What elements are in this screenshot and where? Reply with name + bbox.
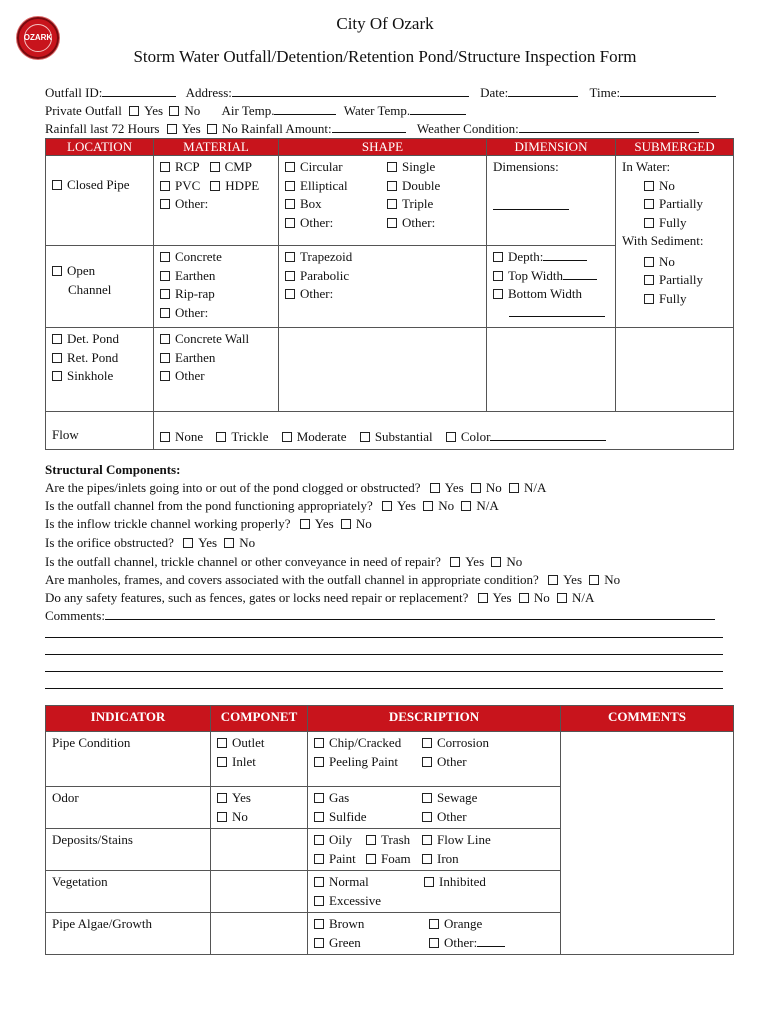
q1-no-checkbox[interactable] (471, 483, 481, 493)
q3-no-checkbox[interactable] (341, 519, 351, 529)
question-3 (45, 516, 372, 532)
date-field[interactable] (508, 85, 578, 97)
trapezoid-checkbox[interactable] (285, 252, 295, 262)
brown-label: Brown (329, 916, 365, 931)
chip-cracked-label: Chip/Cracked (329, 735, 402, 750)
gas-checkbox[interactable] (314, 793, 324, 803)
inlet-label: Inlet (232, 753, 256, 769)
q2-yes-label: Yes (397, 498, 416, 513)
q7-na-label: N/A (571, 590, 595, 605)
q2-yes-checkbox[interactable] (382, 501, 392, 511)
riprap-label: Rip-rap (175, 286, 215, 301)
trapezoid-label: Trapezoid (300, 249, 353, 264)
foam-checkbox[interactable] (366, 854, 376, 864)
odor-other-checkbox[interactable] (422, 812, 432, 822)
question-7 (45, 590, 594, 606)
q6-no-label: No (604, 572, 621, 587)
algae-label: Pipe Algae/Growth (46, 913, 211, 955)
q1-na-label: N/A (524, 480, 547, 495)
flow-trickle-label: Trickle (231, 429, 269, 444)
rainfall-label: Rainfall last 72 Hours (45, 121, 160, 136)
date-label: Date: (480, 85, 509, 100)
comment-line-3[interactable] (45, 654, 723, 655)
inhibited-checkbox[interactable] (424, 877, 434, 887)
gas-label: Gas (329, 790, 350, 805)
cmp-label: CMP (224, 159, 253, 174)
outfall-id-label: Outfall ID: (45, 85, 103, 100)
header-indicator: INDICATOR (46, 706, 211, 732)
private-outfall-label: Private Outfall (45, 103, 122, 118)
earthen-checkbox[interactable] (160, 271, 170, 281)
elliptical-checkbox[interactable] (285, 181, 295, 191)
header-location: LOCATION (46, 139, 154, 156)
orange-checkbox[interactable] (429, 919, 439, 929)
question-7-text: Do any safety features, such as fences, gates or locks need repair or replacement? (45, 590, 469, 605)
weather-label: Weather Condition: (416, 121, 519, 136)
brown-checkbox[interactable] (314, 919, 324, 929)
question-4-text: Is the orifice obstructed? (45, 535, 174, 550)
double-checkbox[interactable] (387, 181, 397, 191)
paint-checkbox[interactable] (314, 854, 324, 864)
header-submerged: SUBMERGED (616, 139, 734, 156)
question-6-text: Are manholes, frames, and covers associated with the outfall channel in appropriate condition? (45, 572, 539, 587)
pipe-material-other-label: Other: (175, 196, 209, 211)
ret-pond-label: Ret. Pond (67, 349, 119, 365)
hdpe-checkbox[interactable] (210, 181, 220, 191)
odor-no-checkbox[interactable] (217, 812, 227, 822)
bottom-width-label: Bottom Width (508, 286, 582, 301)
excessive-checkbox[interactable] (314, 896, 324, 906)
sediment-no-checkbox[interactable] (644, 257, 654, 267)
pipe-material-other-checkbox[interactable] (160, 199, 170, 209)
water-temp-field[interactable] (410, 103, 466, 115)
orange-label: Orange (444, 916, 483, 931)
pipe-other-checkbox[interactable] (422, 757, 432, 767)
q1-yes-checkbox[interactable] (430, 483, 440, 493)
q5-yes-label: Yes (465, 554, 485, 569)
q3-yes-checkbox[interactable] (300, 519, 310, 529)
weather-field[interactable] (519, 121, 699, 133)
q7-yes-checkbox[interactable] (478, 593, 488, 603)
depth-label: Depth: (508, 249, 544, 264)
indicator-table (45, 705, 734, 955)
single-checkbox[interactable] (387, 162, 397, 172)
algae-other-field[interactable] (477, 935, 505, 947)
question-1 (45, 480, 546, 496)
hdpe-label: HDPE (225, 177, 260, 193)
pipe-other-label: Other (437, 753, 467, 769)
rainfall-yes-checkbox[interactable] (167, 124, 177, 134)
flow-line-label: Flow Line (437, 832, 491, 847)
circular-label: Circular (300, 159, 343, 174)
water-fully-checkbox[interactable] (644, 218, 654, 228)
pond-other-checkbox[interactable] (160, 371, 170, 381)
header-component: COMPONET (211, 706, 308, 732)
bottom-width-checkbox[interactable] (493, 289, 503, 299)
header-dimension: DIMENSION (487, 139, 616, 156)
depth-checkbox[interactable] (493, 252, 503, 262)
q7-no-checkbox[interactable] (519, 593, 529, 603)
odor-yes-label: Yes (232, 790, 251, 805)
concrete-label: Concrete (175, 249, 222, 264)
q4-no-label: No (239, 535, 256, 550)
elliptical-label: Elliptical (300, 177, 348, 193)
water-fully-label: Fully (659, 214, 687, 230)
q4-yes-checkbox[interactable] (183, 538, 193, 548)
q2-no-label: No (438, 498, 455, 513)
odor-yes-checkbox[interactable] (217, 793, 227, 803)
flow-none-checkbox[interactable] (160, 432, 170, 442)
top-width-field[interactable] (563, 268, 597, 280)
water-partially-label: Partially (659, 196, 704, 211)
pvc-label: PVC (175, 177, 201, 193)
corrosion-checkbox[interactable] (422, 738, 432, 748)
structural-heading: Structural Components: (45, 462, 181, 477)
excessive-label: Excessive (329, 892, 381, 908)
location-table (45, 138, 734, 450)
circular-checkbox[interactable] (285, 162, 295, 172)
chip-cracked-checkbox[interactable] (314, 738, 324, 748)
question-2 (45, 498, 499, 514)
q6-yes-label: Yes (563, 572, 583, 587)
deposits-label: Deposits/Stains (46, 829, 211, 871)
flow-color-checkbox[interactable] (446, 432, 456, 442)
shape-other-checkbox[interactable] (285, 218, 295, 228)
iron-label: Iron (437, 850, 459, 866)
top-width-checkbox[interactable] (493, 271, 503, 281)
q4-no-checkbox[interactable] (224, 538, 234, 548)
closed-pipe-row (46, 156, 734, 246)
oily-checkbox[interactable] (314, 835, 324, 845)
green-checkbox[interactable] (314, 938, 324, 948)
green-label: Green (329, 934, 361, 950)
q6-yes-checkbox[interactable] (548, 575, 558, 585)
det-pond-checkbox[interactable] (52, 334, 62, 344)
flow-row (46, 412, 734, 450)
header-line-3 (45, 121, 699, 137)
table-row (46, 732, 734, 787)
vegetation-label: Vegetation (46, 871, 211, 913)
outlet-checkbox[interactable] (217, 738, 227, 748)
pond-earthen-checkbox[interactable] (160, 353, 170, 363)
question-1-text: Are the pipes/inlets going into or out of the pond clogged or obstructed? (45, 480, 421, 495)
concrete-wall-label: Concrete Wall (175, 331, 250, 346)
comment-line-4[interactable] (45, 671, 723, 672)
q5-no-checkbox[interactable] (491, 557, 501, 567)
in-water-label: In Water: (622, 159, 671, 174)
earthen-label: Earthen (175, 267, 216, 283)
flow-substantial-checkbox[interactable] (360, 432, 370, 442)
comment-line-5[interactable] (45, 688, 723, 689)
sulfide-checkbox[interactable] (314, 812, 324, 822)
dimensions-field[interactable] (493, 198, 569, 210)
sediment-partially-checkbox[interactable] (644, 275, 654, 285)
odor-no-label: No (232, 808, 248, 824)
ret-pond-checkbox[interactable] (52, 353, 62, 363)
flow-moderate-label: Moderate (296, 429, 347, 444)
algae-other-checkbox[interactable] (429, 938, 439, 948)
header-line-2 (45, 103, 466, 119)
algae-other-label: Other: (444, 934, 478, 950)
riprap-checkbox[interactable] (160, 289, 170, 299)
channel-label: Channel (68, 281, 112, 297)
odor-other-label: Other (437, 808, 467, 824)
q6-no-checkbox[interactable] (589, 575, 599, 585)
header-line-1 (45, 85, 716, 101)
sulfide-label: Sulfide (329, 808, 367, 824)
header-material: MATERIAL (154, 139, 279, 156)
flow-trickle-checkbox[interactable] (216, 432, 226, 442)
outfall-id-field[interactable] (102, 85, 176, 97)
rainfall-amount-label: No Rainfall Amount: (221, 121, 332, 136)
flow-none-label: None (175, 429, 204, 444)
rcp-checkbox[interactable] (160, 162, 170, 172)
sediment-no-label: No (659, 253, 675, 269)
comments-cell[interactable] (561, 732, 734, 955)
sewage-label: Sewage (437, 790, 478, 805)
trash-label: Trash (381, 832, 411, 847)
normal-checkbox[interactable] (314, 877, 324, 887)
dimensions-label: Dimensions: (493, 159, 559, 174)
flow-moderate-checkbox[interactable] (282, 432, 292, 442)
water-no-checkbox[interactable] (644, 181, 654, 191)
q2-na-checkbox[interactable] (461, 501, 471, 511)
channel-shape-other-checkbox[interactable] (285, 289, 295, 299)
concrete-checkbox[interactable] (160, 252, 170, 262)
single-label: Single (402, 159, 436, 174)
corrosion-label: Corrosion (437, 735, 489, 750)
rainfall-yes-label: Yes (181, 121, 201, 136)
closed-pipe-checkbox[interactable] (52, 180, 62, 190)
address-label: Address: (185, 85, 232, 100)
triple-label: Triple (402, 196, 434, 211)
question-4 (45, 535, 255, 551)
pvc-checkbox[interactable] (160, 181, 170, 191)
oily-label: Oily (329, 832, 353, 847)
channel-shape-other-label: Other: (300, 286, 334, 301)
q5-yes-checkbox[interactable] (450, 557, 460, 567)
sinkhole-label: Sinkhole (67, 368, 114, 383)
box-checkbox[interactable] (285, 199, 295, 209)
q3-no-label: No (355, 516, 372, 531)
channel-material-other-checkbox[interactable] (160, 308, 170, 318)
parabolic-label: Parabolic (300, 267, 350, 283)
logo-text: OZARK (23, 33, 53, 42)
bottom-width-field[interactable] (509, 305, 605, 317)
private-no-checkbox[interactable] (169, 106, 179, 116)
with-sediment-label: With Sediment: (622, 233, 704, 248)
parabolic-checkbox[interactable] (285, 271, 295, 281)
private-no-label: No (184, 103, 201, 118)
comments-field[interactable] (105, 608, 715, 620)
pond-earthen-label: Earthen (175, 349, 216, 365)
inlet-checkbox[interactable] (217, 757, 227, 767)
air-temp-field[interactable] (274, 103, 336, 115)
sediment-fully-checkbox[interactable] (644, 294, 654, 304)
q1-no-label: No (485, 480, 502, 495)
odor-label: Odor (46, 787, 211, 829)
flow-label: Flow (46, 412, 154, 450)
rainfall-amount-field[interactable] (332, 121, 406, 133)
sinkhole-checkbox[interactable] (52, 371, 62, 381)
inhibited-label: Inhibited (439, 874, 486, 889)
header-description: DESCRIPTION (308, 706, 561, 732)
question-3-text: Is the inflow trickle channel working properly? (45, 516, 291, 531)
count-other-label: Other: (402, 214, 436, 230)
pipe-condition-label: Pipe Condition (46, 732, 211, 787)
peeling-paint-checkbox[interactable] (314, 757, 324, 767)
header-shape: SHAPE (279, 139, 487, 156)
address-field[interactable] (232, 85, 469, 97)
comments-label: Comments: (45, 608, 105, 623)
channel-material-other-label: Other: (175, 304, 209, 320)
pond-row (46, 328, 734, 412)
water-partially-checkbox[interactable] (644, 199, 654, 209)
triple-checkbox[interactable] (387, 199, 397, 209)
q1-na-checkbox[interactable] (509, 483, 519, 493)
question-5 (45, 554, 522, 570)
depth-field[interactable] (543, 249, 587, 261)
cmp-checkbox[interactable] (210, 162, 220, 172)
count-other-checkbox[interactable] (387, 218, 397, 228)
box-label: Box (300, 196, 322, 211)
q2-na-label: N/A (476, 498, 499, 513)
rcp-label: RCP (175, 159, 200, 174)
air-temp-label: Air Temp. (221, 103, 275, 118)
comment-line-2[interactable] (45, 637, 723, 638)
rainfall-no-checkbox[interactable] (207, 124, 217, 134)
sediment-partially-label: Partially (659, 272, 704, 287)
flow-line-checkbox[interactable] (422, 835, 432, 845)
private-yes-label: Yes (144, 103, 164, 118)
concrete-wall-checkbox[interactable] (160, 334, 170, 344)
question-2-text: Is the outfall channel from the pond functioning appropriately? (45, 498, 373, 513)
q7-na-checkbox[interactable] (557, 593, 567, 603)
double-label: Double (402, 177, 441, 193)
form-title: Storm Water Outfall/Detention/Retention Pond/Structure Inspection Form (133, 47, 637, 66)
water-no-label: No (659, 177, 675, 193)
paint-label: Paint (329, 850, 356, 866)
flow-substantial-label: Substantial (374, 429, 433, 444)
q1-yes-label: Yes (444, 480, 464, 495)
outlet-label: Outlet (232, 735, 265, 750)
foam-label: Foam (381, 850, 411, 866)
time-label: Time: (589, 85, 621, 100)
water-temp-label: Water Temp. (343, 103, 411, 118)
open-channel-checkbox[interactable] (52, 266, 62, 276)
flow-color-label: Color (460, 429, 491, 444)
q2-no-checkbox[interactable] (423, 501, 433, 511)
iron-checkbox[interactable] (422, 854, 432, 864)
top-width-label: Top Width (508, 267, 564, 283)
sewage-checkbox[interactable] (422, 793, 432, 803)
closed-pipe-label: Closed Pipe (67, 177, 130, 192)
question-5-text: Is the outfall channel, trickle channel or other conveyance in need of repair? (45, 554, 441, 569)
trash-checkbox[interactable] (366, 835, 376, 845)
normal-label: Normal (329, 874, 369, 889)
q5-no-label: No (506, 554, 523, 569)
open-label: Open (67, 263, 96, 278)
q4-yes-label: Yes (198, 535, 218, 550)
q3-yes-label: Yes (314, 516, 334, 531)
question-6 (45, 572, 620, 588)
comments-line (45, 608, 715, 624)
shape-other-label: Other: (300, 214, 334, 230)
private-yes-checkbox[interactable] (129, 106, 139, 116)
pond-other-label: Other (175, 368, 205, 383)
page-title: City Of Ozark (336, 14, 434, 33)
flow-color-field[interactable] (490, 429, 606, 441)
peeling-paint-label: Peeling Paint (329, 753, 398, 769)
header-comments: COMMENTS (561, 706, 734, 732)
time-field[interactable] (620, 85, 716, 97)
sediment-fully-label: Fully (659, 290, 687, 306)
det-pond-label: Det. Pond (67, 331, 119, 346)
q7-yes-label: Yes (492, 590, 512, 605)
q7-no-label: No (533, 590, 550, 605)
